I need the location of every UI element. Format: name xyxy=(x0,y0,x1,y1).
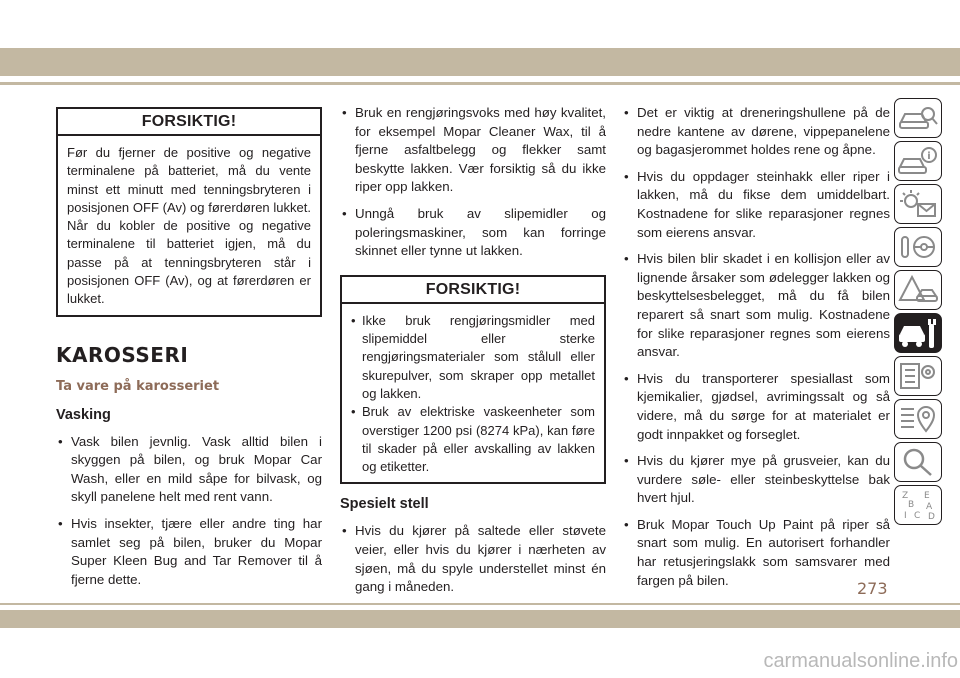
caution-text: Før du fjerner de positive og negative terminalene på batteriet, må du vente minst ett minutt med tenningsbryteren i posisjonen OFF (Av) og førerdøren lukket. Når du kobler de positive og negative terminalene til batteriet igjen, må du passe på at tenningsbryteren står i posisjonen OFF (Av), og at førerdøren er lukket. xyxy=(67,145,311,307)
special-care-heading: Spesielt stell xyxy=(340,496,429,513)
care-list xyxy=(340,104,606,261)
tab-index[interactable] xyxy=(894,485,942,525)
list-item: • Hvis du oppdager steinhakk eller riper i lakken, må du fikse dem umiddelbart. Kostnadene for slike reparasjoner regnes som eierens ansvar. xyxy=(622,168,890,242)
tab-seats-steering[interactable] xyxy=(894,227,942,267)
dashboard-light-message-icon xyxy=(898,188,938,220)
caution-title: FORSIKTIG! xyxy=(342,277,604,304)
tab-emergency[interactable] xyxy=(894,270,942,310)
special-care-list xyxy=(340,522,606,596)
washing-list xyxy=(56,433,322,590)
index-letter: D xyxy=(928,512,935,521)
footer-band xyxy=(0,610,960,628)
chapter-tabs xyxy=(894,98,944,528)
header-rule xyxy=(0,82,960,85)
tab-multimedia[interactable] xyxy=(894,399,942,439)
list-item: • Det er viktig at dreneringshullene på de nedre kantene av dørene, vippepanelene og bagasjerommet holdes rene og åpne. xyxy=(622,104,890,160)
car-search-icon xyxy=(898,102,938,134)
car-wrench-icon xyxy=(898,317,938,349)
car-info-icon xyxy=(898,145,938,177)
footer-rule xyxy=(0,603,960,605)
index-letter: C xyxy=(914,511,921,521)
warning-triangle-car-icon xyxy=(898,274,938,306)
list-item: • Hvis bilen blir skadet i en kollisjon eller av lignende årsaker som ødelegger lakken og beskyttelsesbelegget, må du få bilen reparert så snart som mulig. Kostnadene for slike reparasjoner regnes som eierens ansvar. xyxy=(622,250,890,362)
index-letter: B xyxy=(908,500,915,510)
checklist-gear-icon xyxy=(898,360,938,392)
seatbelt-steering-icon xyxy=(898,231,938,263)
tab-car-search[interactable] xyxy=(894,98,942,138)
magnifier-icon xyxy=(898,446,938,478)
list-item: • Unngå bruk av slipemidler og poleringsmaskiner, som kan forringe skinnet eller tynne ut lakken. xyxy=(340,205,606,261)
column-1 xyxy=(56,107,322,597)
tab-maintenance[interactable] xyxy=(894,313,942,353)
tab-car-info[interactable] xyxy=(894,141,942,181)
caution-body xyxy=(342,304,604,483)
tab-technical-specs[interactable] xyxy=(894,356,942,396)
column-2 xyxy=(340,104,606,605)
list-item: • Vask bilen jevnlig. Vask alltid bilen i skyggen på bilen, og bruk Mopar Car Wash, eller en mild såpe for bilvask, og skyll panelene helt med rent vann. xyxy=(56,433,322,507)
map-pin-list-icon xyxy=(898,403,938,435)
column-3 xyxy=(622,104,890,598)
svg-text:i: i xyxy=(927,151,931,162)
alphabet-index-icon xyxy=(898,489,938,521)
watermark: carmanualsonline.info xyxy=(763,650,958,672)
tab-search[interactable] xyxy=(894,442,942,482)
care-list-continued xyxy=(622,104,890,590)
index-letter: A xyxy=(926,502,933,512)
index-letter: I xyxy=(904,511,907,521)
caution-box-cleaning xyxy=(340,275,606,485)
caution-item: • Ikke bruk rengjøringsmidler med slipemiddel eller sterke rengjøringsmaterialer som stålull eller skurepulver, som skraper opp metallet og lakken. xyxy=(351,312,595,403)
caution-item: • Bruk av elektriske vaskeenheter som overstiger 1200 psi (8274 kPa), kan føre til skader på eller avskalling av lakken og etiketter. xyxy=(351,403,595,476)
caution-box-battery xyxy=(56,107,322,317)
list-item: • Hvis du kjører mye på grusveier, kan du vurdere søle- eller steinbeskyttelse bak hvert hjul. xyxy=(622,452,890,508)
list-item: • Bruk Mopar Touch Up Paint på riper så snart som mulig. En autorisert forhandler har retusjeringslakk som samsvarer med fargen på bilen. xyxy=(622,516,890,590)
caution-title: FORSIKTIG! xyxy=(58,109,320,136)
washing-heading: Vasking xyxy=(56,406,111,423)
list-item: • Hvis du kjører på saltede eller støvete veier, eller hvis du kjører i nærheten av sjøen, må du spyle understellet minst én gang i måneden. xyxy=(340,522,606,596)
index-letter: Z xyxy=(902,491,909,501)
list-item: • Hvis insekter, tjære eller andre ting har samlet seg på bilen, bruker du Mopar Super Kleen Bug and Tar Remover til å fjerne dette. xyxy=(56,515,322,589)
page-number: 273 xyxy=(857,579,888,598)
tab-dashboard-lights[interactable] xyxy=(894,184,942,224)
list-item: • Hvis du transporterer spesiallast som kjemikalier, gjødsel, avrimingssalt og så videre, må du sørge for at materialet er godt innpakket og forseglet. xyxy=(622,370,890,444)
list-item: • Bruk en rengjøringsvoks med høy kvalitet, for eksempel Mopar Cleaner Wax, til å fjerne asfaltbelegg og flekker samt beskytte lakken. Vær forsiktig så du ikke riper opp lakken. xyxy=(340,104,606,197)
header-band xyxy=(0,48,960,76)
subsection-title: Ta vare på karosseriet xyxy=(56,378,220,394)
index-letter: E xyxy=(924,491,930,501)
section-title: KAROSSERI xyxy=(56,342,189,367)
